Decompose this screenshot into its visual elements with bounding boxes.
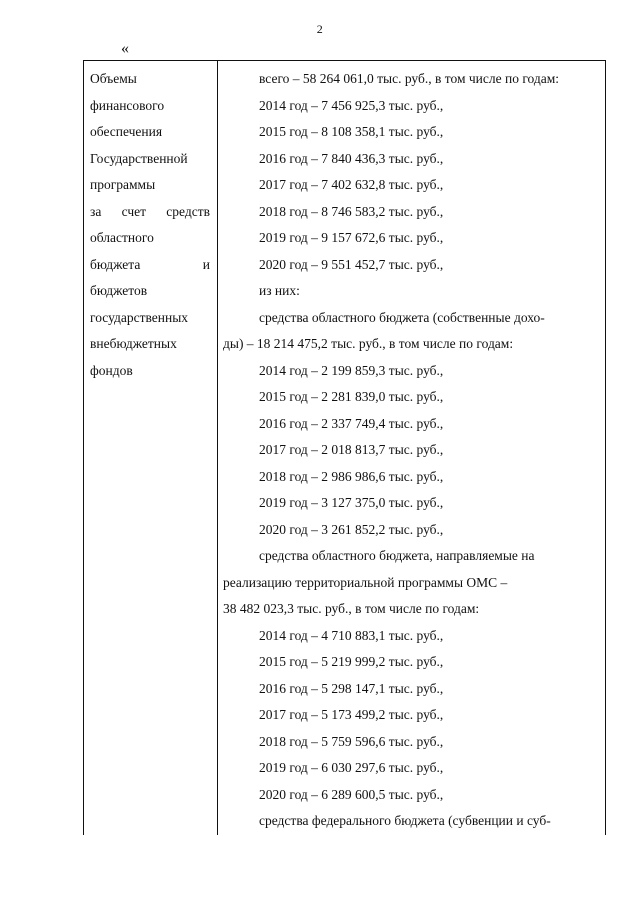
federal-funds-line: средства федерального бюджета (субвенции и суб- xyxy=(259,813,551,828)
oms-funds-line: реализацию территориальной программы ОМС – xyxy=(223,574,508,590)
own-funds-line: ды) – 18 214 475,2 тыс. руб., в том числе по годам: xyxy=(223,336,514,351)
left-column-line: государственных xyxy=(90,309,189,325)
left-column-word: средств xyxy=(166,203,210,219)
left-column-line: бюджетов xyxy=(90,283,148,298)
oms-year-line: 2020 год – 6 289 600,5 тыс. руб., xyxy=(259,786,444,802)
opening-quote-mark: « xyxy=(121,40,129,57)
oms-year-line: 2019 год – 6 030 297,6 тыс. руб., xyxy=(259,760,444,775)
left-column-line-justified xyxy=(90,199,210,226)
oms-year-line: 2018 год – 5 759 596,6 тыс. руб., xyxy=(259,733,444,749)
left-column-line-justified xyxy=(90,252,210,279)
left-column-line: финансового xyxy=(90,97,165,113)
left-column-word: и xyxy=(202,256,210,272)
oms-year-line: 2015 год – 5 219 999,2 тыс. руб., xyxy=(259,654,444,669)
left-column-line: областного xyxy=(90,230,154,245)
oms-funds-line: 38 482 023,3 тыс. руб., в том числе по годам: xyxy=(223,601,480,616)
table-left-column xyxy=(90,66,210,384)
table-right-column xyxy=(223,66,598,835)
left-column-word: счет xyxy=(121,203,147,219)
page-number: 2 xyxy=(316,22,324,36)
total-year-line: 2020 год – 9 551 452,7 тыс. руб., xyxy=(259,256,444,272)
oms-year-line: 2017 год – 5 173 499,2 тыс. руб., xyxy=(259,707,444,722)
total-year-line: 2017 год – 7 402 632,8 тыс. руб., xyxy=(259,177,444,192)
total-year-line: 2019 год – 9 157 672,6 тыс. руб., xyxy=(259,230,444,245)
left-column-line: Объемы xyxy=(90,71,137,86)
oms-year-line: 2014 год – 4 710 883,1 тыс. руб., xyxy=(259,627,444,643)
own-funds-year-line: 2018 год – 2 986 986,6 тыс. руб., xyxy=(259,468,444,484)
own-funds-year-line: 2017 год – 2 018 813,7 тыс. руб., xyxy=(259,442,444,457)
oms-year-line: 2016 год – 5 298 147,1 тыс. руб., xyxy=(259,680,444,696)
own-funds-year-line: 2014 год – 2 199 859,3 тыс. руб., xyxy=(259,362,444,378)
left-column-word: за xyxy=(90,203,102,219)
total-year-line: 2016 год – 7 840 436,3 тыс. руб., xyxy=(259,150,444,166)
of-them-label: из них: xyxy=(259,283,300,298)
left-column-line: программы xyxy=(90,177,156,192)
own-funds-line: средства областного бюджета (собственные дохо- xyxy=(259,309,545,325)
total-year-line: 2018 год – 8 746 583,2 тыс. руб., xyxy=(259,203,444,219)
total-year-line: 2015 год – 8 108 358,1 тыс. руб., xyxy=(259,124,444,139)
left-column-line: Государственной xyxy=(90,150,188,166)
own-funds-year-line: 2020 год – 3 261 852,2 тыс. руб., xyxy=(259,521,444,537)
oms-funds-line: средства областного бюджета, направляемые на xyxy=(259,548,535,563)
table-column-divider xyxy=(217,60,218,835)
left-column-line: внебюджетных xyxy=(90,336,177,351)
own-funds-year-line: 2015 год – 2 281 839,0 тыс. руб., xyxy=(259,389,444,404)
left-column-line: обеспечения xyxy=(90,124,163,139)
total-year-line: 2014 год – 7 456 925,3 тыс. руб., xyxy=(259,97,444,113)
own-funds-year-line: 2016 год – 2 337 749,4 тыс. руб., xyxy=(259,415,444,431)
left-column-line: фондов xyxy=(90,362,133,378)
own-funds-year-line: 2019 год – 3 127 375,0 тыс. руб., xyxy=(259,495,444,510)
total-funding-line: всего – 58 264 061,0 тыс. руб., в том числе по годам: xyxy=(259,71,560,86)
left-column-word: бюджета xyxy=(90,256,141,272)
